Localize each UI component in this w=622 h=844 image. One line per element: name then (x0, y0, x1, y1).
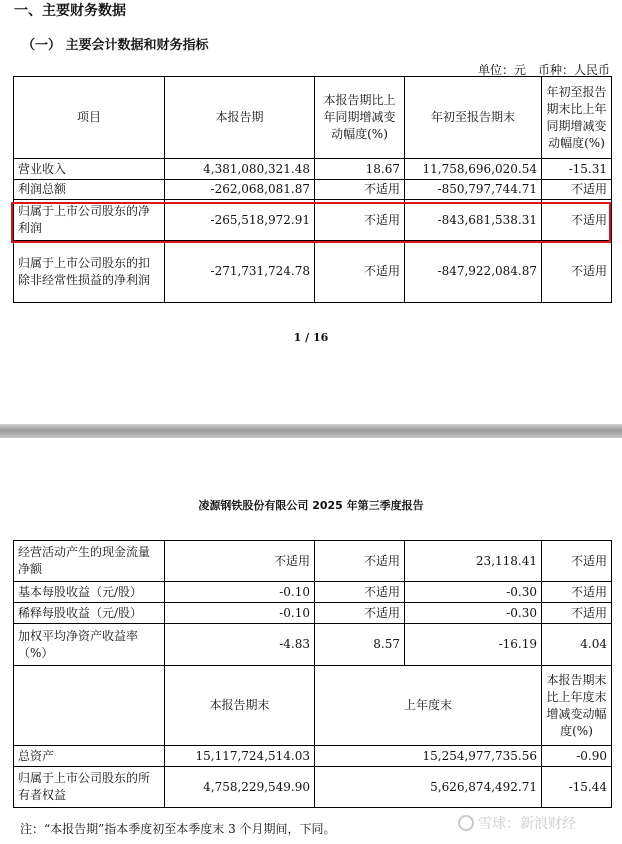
value-cell: 不适用 (542, 180, 612, 200)
value-cell: 不适用 (165, 541, 315, 582)
value-cell: -15.44 (542, 767, 612, 808)
table-row (14, 624, 612, 666)
value-cell: 不适用 (542, 603, 612, 624)
section-title: 一、主要财务数据 (14, 3, 126, 19)
header-cell: 本报告期末比上年度末增减变动幅度(%) (542, 666, 612, 746)
watermark-logo-icon (458, 815, 474, 831)
unit-note: 单位：元 币种：人民币 (477, 63, 610, 77)
value-cell: 23,118.41 (405, 541, 542, 582)
row-label: 加权平均净资产收益率（%） (14, 624, 165, 666)
header-cell: 本报告期末 (165, 666, 315, 746)
value-cell: 4.04 (542, 624, 612, 666)
financial-data-table-1 (13, 76, 612, 303)
financial-data-table-2 (13, 540, 612, 808)
value-cell: 18.67 (315, 159, 405, 180)
value-cell: -15.31 (542, 159, 612, 180)
row-label: 归属于上市公司股东的扣除非经常性损益的净利润 (14, 241, 165, 303)
value-cell: 不适用 (542, 200, 612, 241)
value-cell: -265,518,972.91 (165, 200, 315, 241)
value-cell: -0.90 (542, 746, 612, 767)
header-cell: 项目 (14, 77, 165, 159)
value-cell: 不适用 (315, 241, 405, 303)
value-cell: 不适用 (315, 582, 405, 603)
row-label: 利润总额 (14, 180, 165, 200)
value-cell: 不适用 (315, 603, 405, 624)
value-cell: -4.83 (165, 624, 315, 666)
watermark-text: 雪球：新浪财经 (478, 816, 576, 832)
row-label: 经营活动产生的现金流量净额 (14, 541, 165, 582)
value-cell: 4,758,229,549.90 (165, 767, 315, 808)
value-cell: 不适用 (315, 200, 405, 241)
value-cell: 8.57 (315, 624, 405, 666)
subsection-title: （一） 主要会计数据和财务指标 (22, 38, 209, 53)
row-label: 稀释每股收益（元/股） (14, 603, 165, 624)
value-cell: -843,681,538.31 (405, 200, 542, 241)
table-row (14, 746, 612, 767)
row-label: 归属于上市公司股东的所有者权益 (14, 767, 165, 808)
header-cell: 本报告期 (165, 77, 315, 159)
table-row (14, 180, 612, 200)
value-cell: -847,922,084.87 (405, 241, 542, 303)
row-label: 总资产 (14, 746, 165, 767)
header-cell: 年初至报告期末 (405, 77, 542, 159)
value-cell: 4,381,080,321.48 (165, 159, 315, 180)
value-cell: -850,797,744.71 (405, 180, 542, 200)
report-header: 凌源钢铁股份有限公司 2025 年第三季度报告 (198, 499, 424, 512)
table-row (14, 159, 612, 180)
row-label: 归属于上市公司股东的净利润 (14, 200, 165, 241)
value-cell: -262,068,081.87 (165, 180, 315, 200)
value-cell: 不适用 (315, 180, 405, 200)
table-row (14, 582, 612, 603)
value-cell: 15,254,977,735.56 (315, 746, 542, 767)
value-cell: 15,117,724,514.03 (165, 746, 315, 767)
page-divider (0, 424, 622, 438)
watermark (458, 813, 576, 833)
highlight-box (11, 202, 611, 243)
value-cell: -0.30 (405, 582, 542, 603)
table-header-row (14, 77, 612, 159)
value-cell: -0.10 (165, 582, 315, 603)
value-cell: -0.30 (405, 603, 542, 624)
table-header-row (14, 666, 612, 746)
value-cell: -16.19 (405, 624, 542, 666)
table-row (14, 241, 612, 303)
header-cell: 上年度末 (315, 666, 542, 746)
table-row (14, 603, 612, 624)
header-cell (14, 666, 165, 746)
header-cell: 年初至报告期末比上年同期增减变动幅度(%) (542, 77, 612, 159)
value-cell: 不适用 (315, 541, 405, 582)
page-number: 1 / 16 (293, 331, 329, 344)
footnote: 注：“本报告期”指本季度初至本季度末 3 个月期间，下同。 (20, 822, 336, 836)
row-label: 基本每股收益（元/股） (14, 582, 165, 603)
value-cell: 不适用 (542, 541, 612, 582)
table-row (14, 541, 612, 582)
value-cell: 不适用 (542, 241, 612, 303)
table-row (14, 767, 612, 808)
row-label: 营业收入 (14, 159, 165, 180)
value-cell: -271,731,724.78 (165, 241, 315, 303)
value-cell: 5,626,874,492.71 (315, 767, 542, 808)
value-cell: -0.10 (165, 603, 315, 624)
value-cell: 不适用 (542, 582, 612, 603)
header-cell: 本报告期比上年同期增减变动幅度(%) (315, 77, 405, 159)
value-cell: 11,758,696,020.54 (405, 159, 542, 180)
